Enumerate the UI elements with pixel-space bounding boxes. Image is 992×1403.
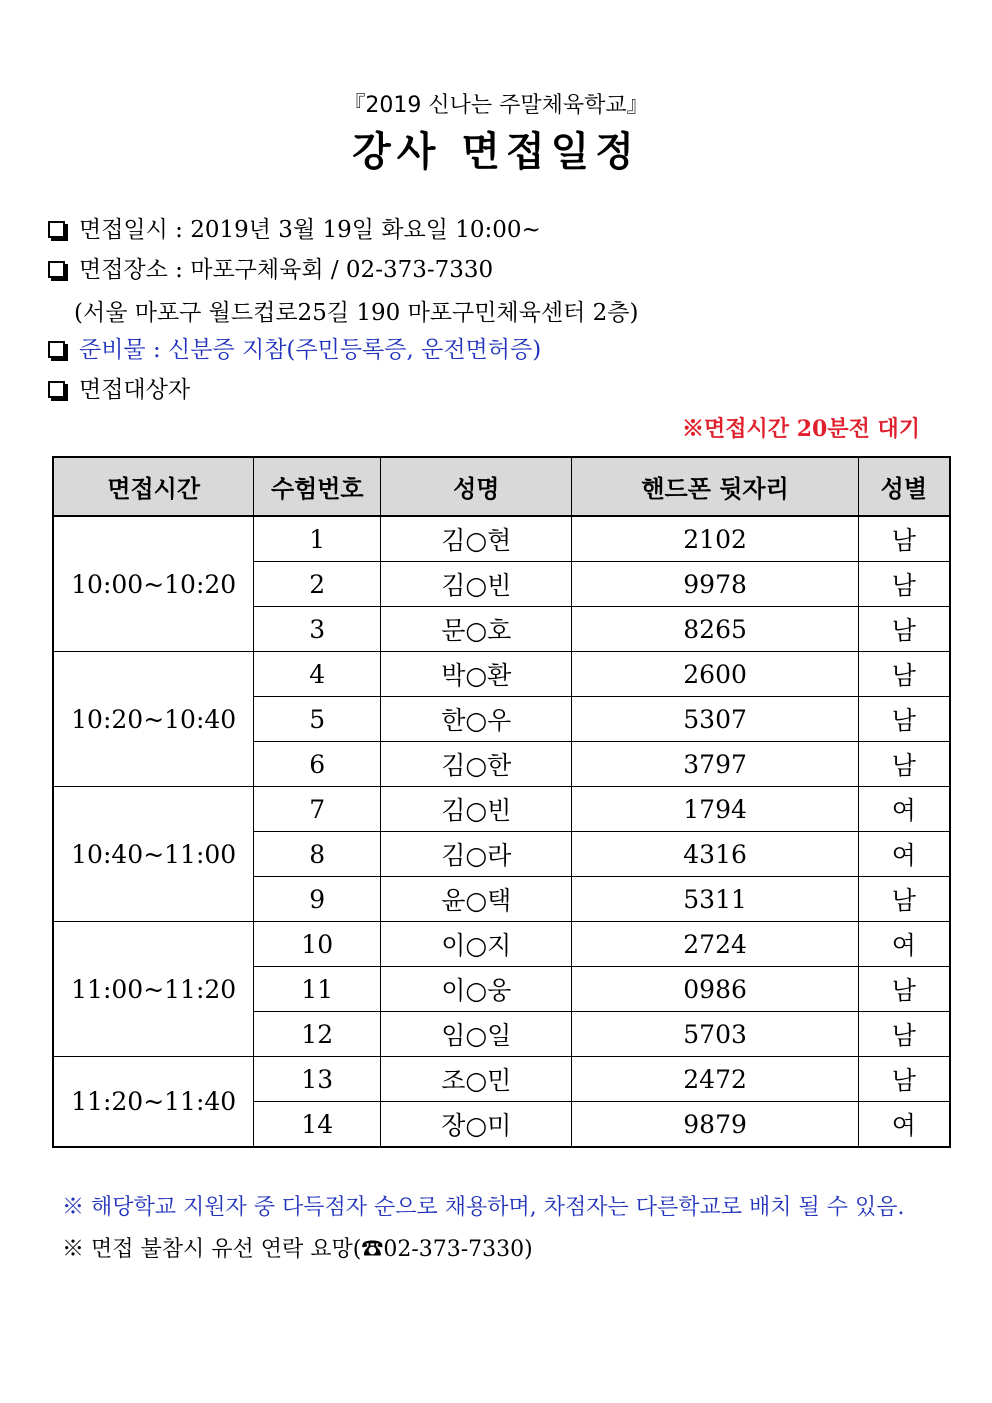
- header-phone: 핸드폰 뒷자리: [572, 457, 858, 516]
- table-row: [53, 516, 950, 562]
- gender: 여: [858, 832, 950, 877]
- info-address: (서울 마포구 월드컵로25길 190 마포구민체육센터 2층): [74, 300, 639, 326]
- table-row: [53, 922, 950, 967]
- exam-number: 12: [254, 1012, 381, 1057]
- gender: 여: [858, 787, 950, 832]
- applicant-name: 김○한: [381, 742, 572, 787]
- phone-last-digits: 3797: [572, 742, 858, 787]
- phone-last-digits: 5307: [572, 697, 858, 742]
- info-targets: [48, 374, 190, 406]
- info-items: [48, 334, 541, 366]
- checkbox-icon: [48, 221, 65, 238]
- table-row: [53, 1057, 950, 1102]
- exam-number: 13: [254, 1057, 381, 1102]
- exam-number: 4: [254, 652, 381, 697]
- phone-last-digits: 1794: [572, 787, 858, 832]
- phone-last-digits: 9978: [572, 562, 858, 607]
- table-row: [53, 787, 950, 832]
- exam-number: 5: [254, 697, 381, 742]
- applicant-name: 조○민: [381, 1057, 572, 1102]
- exam-number: 2: [254, 562, 381, 607]
- header-name: 성명: [381, 457, 572, 516]
- table-header-row: [53, 457, 950, 516]
- time-slot: 10:40~11:00: [53, 787, 254, 922]
- table-row: [53, 652, 950, 697]
- gender: 남: [858, 516, 950, 562]
- gender: 남: [858, 697, 950, 742]
- gender: 남: [858, 607, 950, 652]
- gender: 남: [858, 652, 950, 697]
- note-absence-contact: ※ 면접 불참시 유선 연락 요망(☎02-373-7330): [62, 1237, 533, 1262]
- header-gender: 성별: [858, 457, 950, 516]
- time-slot: 11:00~11:20: [53, 922, 254, 1057]
- applicant-name: 김○라: [381, 832, 572, 877]
- applicant-name: 윤○택: [381, 877, 572, 922]
- gender: 여: [858, 1102, 950, 1148]
- applicant-name: 김○빈: [381, 562, 572, 607]
- header-time: 면접시간: [53, 457, 254, 516]
- time-slot: 10:20~10:40: [53, 652, 254, 787]
- phone-last-digits: 5703: [572, 1012, 858, 1057]
- schedule-table: [52, 456, 951, 1148]
- applicant-name: 임○일: [381, 1012, 572, 1057]
- info-place-text: 면접장소 : 마포구체육회 / 02-373-7330: [79, 257, 494, 283]
- checkbox-icon: [48, 261, 65, 278]
- applicant-name: 한○우: [381, 697, 572, 742]
- info-date-text: 면접일시 : 2019년 3월 19일 화요일 10:00~: [79, 217, 541, 243]
- exam-number: 8: [254, 832, 381, 877]
- header-number: 수험번호: [254, 457, 381, 516]
- exam-number: 9: [254, 877, 381, 922]
- gender: 남: [858, 877, 950, 922]
- checkbox-icon: [48, 381, 65, 398]
- info-date: [48, 214, 541, 246]
- phone-last-digits: 0986: [572, 967, 858, 1012]
- phone-last-digits: 2472: [572, 1057, 858, 1102]
- exam-number: 3: [254, 607, 381, 652]
- gender: 남: [858, 1057, 950, 1102]
- gender: 여: [858, 922, 950, 967]
- applicant-name: 김○빈: [381, 787, 572, 832]
- applicant-name: 김○현: [381, 516, 572, 562]
- phone-last-digits: 9879: [572, 1102, 858, 1148]
- applicant-name: 이○웅: [381, 967, 572, 1012]
- applicant-name: 박○환: [381, 652, 572, 697]
- info-place: [48, 254, 493, 286]
- gender: 남: [858, 742, 950, 787]
- exam-number: 14: [254, 1102, 381, 1148]
- time-slot: 10:00~10:20: [53, 516, 254, 652]
- exam-number: 10: [254, 922, 381, 967]
- exam-number: 6: [254, 742, 381, 787]
- info-items-text: 준비물 : 신분증 지참(주민등록증, 운전면허증): [79, 337, 542, 363]
- phone-last-digits: 4316: [572, 832, 858, 877]
- document-title: 강사 면접일정: [352, 129, 640, 175]
- applicant-name: 문○호: [381, 607, 572, 652]
- phone-last-digits: 5311: [572, 877, 858, 922]
- phone-last-digits: 8265: [572, 607, 858, 652]
- document-subtitle: 『2019 신나는 주말체육학교』: [343, 93, 649, 118]
- applicant-name: 이○지: [381, 922, 572, 967]
- applicant-name: 장○미: [381, 1102, 572, 1148]
- exam-number: 11: [254, 967, 381, 1012]
- phone-last-digits: 2600: [572, 652, 858, 697]
- gender: 남: [858, 1012, 950, 1057]
- phone-last-digits: 2102: [572, 516, 858, 562]
- time-slot: 11:20~11:40: [53, 1057, 254, 1148]
- note-hiring-policy: ※ 해당학교 지원자 중 다득점자 순으로 채용하며, 차점자는 다른학교로 배치 될 수 있음.: [62, 1195, 905, 1220]
- exam-number: 1: [254, 516, 381, 562]
- exam-number: 7: [254, 787, 381, 832]
- info-targets-text: 면접대상자: [79, 377, 191, 403]
- wait-note: ※면접시간 20분전 대기: [682, 416, 920, 442]
- phone-last-digits: 2724: [572, 922, 858, 967]
- checkbox-icon: [48, 341, 65, 358]
- gender: 남: [858, 967, 950, 1012]
- gender: 남: [858, 562, 950, 607]
